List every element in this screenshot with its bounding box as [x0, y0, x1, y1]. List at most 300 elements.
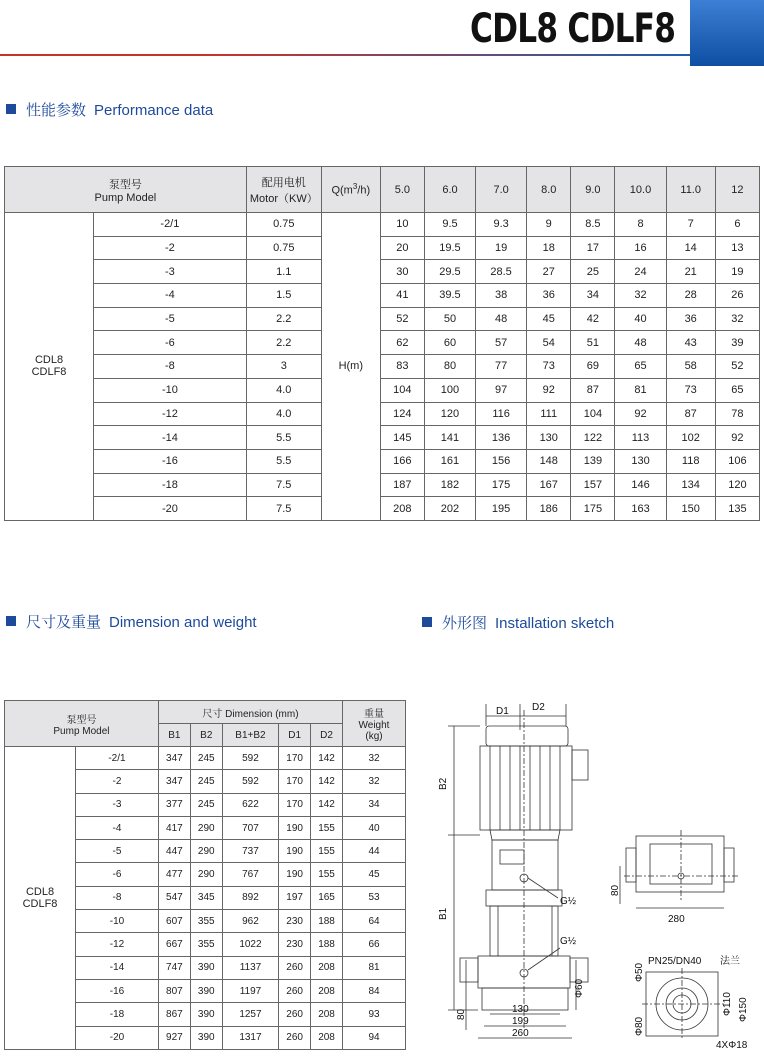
- weight-value: 34: [343, 793, 406, 816]
- head-value: 120: [715, 473, 759, 497]
- table-row: [5, 260, 760, 284]
- motor-header: 配用电机 Motor（KW）: [246, 167, 321, 213]
- dimension-value: 547: [158, 886, 190, 909]
- model-suffix: -6: [76, 863, 159, 886]
- head-value: 14: [666, 236, 715, 260]
- head-value: 113: [615, 426, 666, 450]
- model-suffix: -5: [76, 840, 159, 863]
- dimension-value: 260: [279, 979, 311, 1002]
- flow-value-header: 5.0: [380, 167, 424, 213]
- table-row: [5, 497, 760, 521]
- label-g-top: G½: [560, 896, 577, 907]
- label-holes: 4XΦ18: [716, 1040, 748, 1051]
- dimension-value: 260: [279, 1003, 311, 1026]
- motor-kw: 0.75: [246, 236, 321, 260]
- motor-kw: 5.5: [246, 449, 321, 473]
- label-flange: 法兰: [720, 956, 740, 967]
- dimension-value: 667: [158, 933, 190, 956]
- head-value: 141: [424, 426, 475, 450]
- head-value: 104: [380, 378, 424, 402]
- motor-body: [480, 726, 588, 830]
- head-value: 186: [527, 497, 571, 521]
- head-value: 58: [666, 355, 715, 379]
- head-value: 16: [615, 236, 666, 260]
- table-row: [5, 331, 760, 355]
- head-value: 65: [715, 378, 759, 402]
- model-suffix: -10: [94, 378, 247, 402]
- head-value: 92: [615, 402, 666, 426]
- table-row: [5, 307, 760, 331]
- dimension-column-header: D2: [311, 724, 343, 747]
- dimension-value: 1317: [222, 1026, 278, 1049]
- table-row: [5, 473, 760, 497]
- dimension-group-header: 尺寸 Dimension (mm): [158, 701, 342, 724]
- dimension-value: 142: [311, 793, 343, 816]
- head-value: 50: [424, 307, 475, 331]
- model-suffix: -6: [94, 331, 247, 355]
- head-value: 104: [571, 402, 615, 426]
- model-suffix: -4: [76, 816, 159, 839]
- head-value: 28: [666, 284, 715, 308]
- head-value: 182: [424, 473, 475, 497]
- dimension-value: 1022: [222, 933, 278, 956]
- sketch-section-title: 外形图 Installation sketch: [422, 612, 614, 633]
- dimension-value: 962: [222, 910, 278, 933]
- head-value: 102: [666, 426, 715, 450]
- head-value: 9.3: [476, 213, 527, 237]
- label-phi50: Φ50: [634, 962, 645, 982]
- dimension-value: 245: [190, 793, 222, 816]
- dimension-value: 867: [158, 1003, 190, 1026]
- dimension-value: 142: [311, 770, 343, 793]
- dimension-column-header: B1+B2: [222, 724, 278, 747]
- dimension-value: 260: [279, 1026, 311, 1049]
- header-rule: [0, 54, 690, 56]
- dimension-value: 245: [190, 747, 222, 770]
- dimension-value: 155: [311, 863, 343, 886]
- weight-value: 40: [343, 816, 406, 839]
- dimension-value: 1137: [222, 956, 278, 979]
- weight-value: 94: [343, 1026, 406, 1049]
- weight-value: 93: [343, 1003, 406, 1026]
- head-value: 156: [476, 449, 527, 473]
- head-value: 80: [424, 355, 475, 379]
- head-value: 62: [380, 331, 424, 355]
- model-suffix: -20: [76, 1026, 159, 1049]
- head-value: 120: [424, 402, 475, 426]
- label-199: 199: [512, 1016, 529, 1027]
- model-suffix: -4: [94, 284, 247, 308]
- head-value: 52: [715, 355, 759, 379]
- flow-value-header: 6.0: [424, 167, 475, 213]
- weight-value: 44: [343, 840, 406, 863]
- head-value: 83: [380, 355, 424, 379]
- dimension-value: 347: [158, 770, 190, 793]
- model-suffix: -8: [94, 355, 247, 379]
- flow-value-header: 9.0: [571, 167, 615, 213]
- head-value: 157: [571, 473, 615, 497]
- head-value: 19: [476, 236, 527, 260]
- dimension-value: 355: [190, 910, 222, 933]
- head-value: 30: [380, 260, 424, 284]
- head-value: 26: [715, 284, 759, 308]
- head-value: 9.5: [424, 213, 475, 237]
- head-value: 19.5: [424, 236, 475, 260]
- weight-value: 66: [343, 933, 406, 956]
- page-title: CDL8 CDLF8: [470, 6, 676, 52]
- dimension-value: 767: [222, 863, 278, 886]
- label-g-bottom: G½: [560, 936, 577, 947]
- dimension-value: 390: [190, 956, 222, 979]
- weight-value: 32: [343, 770, 406, 793]
- table-row: [5, 449, 760, 473]
- model-name-line: CDLF8: [22, 897, 58, 910]
- head-value: 48: [615, 331, 666, 355]
- dimension-value: 170: [279, 770, 311, 793]
- dimension-value: 290: [190, 863, 222, 886]
- head-value: 17: [571, 236, 615, 260]
- weight-value: 64: [343, 910, 406, 933]
- head-value: 167: [527, 473, 571, 497]
- label-b1: B1: [438, 907, 449, 920]
- label-phi80: Φ80: [634, 1016, 645, 1036]
- dimension-value: 1257: [222, 1003, 278, 1026]
- head-value: 73: [527, 355, 571, 379]
- model-suffix: -12: [76, 933, 159, 956]
- motor-kw: 3: [246, 355, 321, 379]
- motor-kw: 4.0: [246, 402, 321, 426]
- dimension-column-header: B1: [158, 724, 190, 747]
- dimension-value: 188: [311, 933, 343, 956]
- head-value: 145: [380, 426, 424, 450]
- dimension-value: 927: [158, 1026, 190, 1049]
- table-row: [5, 747, 406, 770]
- head-value: 29.5: [424, 260, 475, 284]
- head-value: 87: [571, 378, 615, 402]
- flow-value-header: 7.0: [476, 167, 527, 213]
- dimension-value: 1197: [222, 979, 278, 1002]
- label-260: 260: [512, 1028, 529, 1039]
- head-value: 8.5: [571, 213, 615, 237]
- head-value: 73: [666, 378, 715, 402]
- head-value: 195: [476, 497, 527, 521]
- head-value: 24: [615, 260, 666, 284]
- head-value: 13: [715, 236, 759, 260]
- head-value: 139: [571, 449, 615, 473]
- head-value: 32: [715, 307, 759, 331]
- table-row: [5, 378, 760, 402]
- weight-value: 53: [343, 886, 406, 909]
- head-value: 27: [527, 260, 571, 284]
- head-value: 78: [715, 402, 759, 426]
- table-row: [5, 236, 760, 260]
- dimension-value: 477: [158, 863, 190, 886]
- head-value: 65: [615, 355, 666, 379]
- pump-column: [460, 710, 588, 1030]
- head-value: 51: [571, 331, 615, 355]
- flow-value-header: 11.0: [666, 167, 715, 213]
- dimension-value: 208: [311, 956, 343, 979]
- head-value: 54: [527, 331, 571, 355]
- head-value: 60: [424, 331, 475, 355]
- dimension-value: 592: [222, 747, 278, 770]
- head-value: 42: [571, 307, 615, 331]
- dimension-header-row-1: [5, 701, 406, 724]
- head-value: 175: [571, 497, 615, 521]
- head-value: 122: [571, 426, 615, 450]
- dimension-value: 390: [190, 1026, 222, 1049]
- head-value: 135: [715, 497, 759, 521]
- model-suffix: -2/1: [76, 747, 159, 770]
- head-value: 45: [527, 307, 571, 331]
- head-value: 166: [380, 449, 424, 473]
- motor-kw: 5.5: [246, 426, 321, 450]
- dimension-value: 390: [190, 979, 222, 1002]
- dim-pump-model-header: 泵型号 Pump Model: [5, 701, 159, 747]
- model-suffix: -14: [94, 426, 247, 450]
- dimension-column-header: B2: [190, 724, 222, 747]
- motor-kw: 1.1: [246, 260, 321, 284]
- model-suffix: -16: [76, 979, 159, 1002]
- dimension-value: 290: [190, 840, 222, 863]
- model-suffix: -14: [76, 956, 159, 979]
- dimension-value: 807: [158, 979, 190, 1002]
- model-name-line: CDL8: [34, 354, 64, 367]
- dimension-value: 170: [279, 793, 311, 816]
- head-value: 92: [527, 378, 571, 402]
- flow-value-header: 10.0: [615, 167, 666, 213]
- head-value: 20: [380, 236, 424, 260]
- model-suffix: -20: [94, 497, 247, 521]
- head-value: 150: [666, 497, 715, 521]
- motor-kw: 4.0: [246, 378, 321, 402]
- bullet-square-icon: [6, 616, 16, 626]
- dimension-value: 155: [311, 816, 343, 839]
- flow-value-header: 12: [715, 167, 759, 213]
- dimension-column-header: D1: [279, 724, 311, 747]
- head-value: 97: [476, 378, 527, 402]
- head-value: 19: [715, 260, 759, 284]
- performance-header-row: [5, 167, 760, 213]
- dimension-base: [478, 960, 585, 1039]
- label-phi110: Φ110: [722, 992, 733, 1016]
- model-suffix: -18: [76, 1003, 159, 1026]
- label-130: 130: [512, 1004, 529, 1015]
- dimension-value: 197: [279, 886, 311, 909]
- dimension-value: 747: [158, 956, 190, 979]
- head-value: 39: [715, 331, 759, 355]
- head-value: 77: [476, 355, 527, 379]
- head-value: 100: [424, 378, 475, 402]
- head-value: 187: [380, 473, 424, 497]
- performance-table: [4, 166, 760, 521]
- head-value: 92: [715, 426, 759, 450]
- pump-model-header: 泵型号 Pump Model: [5, 167, 247, 213]
- header-accent-box: [690, 0, 764, 66]
- head-value: 52: [380, 307, 424, 331]
- table-row: [5, 213, 760, 237]
- dimension-table: [4, 700, 406, 1050]
- head-value: 116: [476, 402, 527, 426]
- head-value: 111: [527, 402, 571, 426]
- model-suffix: -2/1: [94, 213, 247, 237]
- head-value: 38: [476, 284, 527, 308]
- label-phi150: Φ150: [738, 997, 749, 1022]
- motor-kw: 2.2: [246, 307, 321, 331]
- head-value: 43: [666, 331, 715, 355]
- dimension-value: 377: [158, 793, 190, 816]
- weight-value: 81: [343, 956, 406, 979]
- head-value: 7: [666, 213, 715, 237]
- head-value: 148: [527, 449, 571, 473]
- dimension-value: 707: [222, 816, 278, 839]
- model-suffix: -3: [76, 793, 159, 816]
- head-value: 130: [615, 449, 666, 473]
- head-value: 21: [666, 260, 715, 284]
- head-value: 34: [571, 284, 615, 308]
- dimension-value: 188: [311, 910, 343, 933]
- table-row: [5, 284, 760, 308]
- head-value: 124: [380, 402, 424, 426]
- head-value: 40: [615, 307, 666, 331]
- dimension-value: 390: [190, 1003, 222, 1026]
- head-value: 87: [666, 402, 715, 426]
- head-value: 208: [380, 497, 424, 521]
- dimension-value: 245: [190, 770, 222, 793]
- dimension-value: 208: [311, 1003, 343, 1026]
- dimension-value: 208: [311, 1026, 343, 1049]
- head-value: 28.5: [476, 260, 527, 284]
- head-value: 48: [476, 307, 527, 331]
- head-value: 134: [666, 473, 715, 497]
- dimension-value: 607: [158, 910, 190, 933]
- head-value: 41: [380, 284, 424, 308]
- label-side-280: 280: [668, 914, 685, 925]
- head-value: 69: [571, 355, 615, 379]
- head-value: 25: [571, 260, 615, 284]
- dimension-value: 230: [279, 933, 311, 956]
- bullet-square-icon: [6, 104, 16, 114]
- dim-pump-model-name: [5, 747, 76, 1050]
- flange-view: [634, 954, 749, 1051]
- motor-kw: 1.5: [246, 284, 321, 308]
- dimension-value: 355: [190, 933, 222, 956]
- head-label: H(m): [321, 213, 380, 521]
- head-value: 81: [615, 378, 666, 402]
- motor-kw: 7.5: [246, 473, 321, 497]
- label-pn: PN25/DN40: [648, 956, 702, 967]
- head-value: 202: [424, 497, 475, 521]
- dimension-value: 622: [222, 793, 278, 816]
- head-value: 146: [615, 473, 666, 497]
- label-d2: D2: [532, 702, 545, 713]
- head-value: 106: [715, 449, 759, 473]
- flow-header: $Q(m^3/h)$: [321, 167, 380, 213]
- table-row: [5, 355, 760, 379]
- motor-kw: 0.75: [246, 213, 321, 237]
- model-suffix: -16: [94, 449, 247, 473]
- dimension-value: 170: [279, 747, 311, 770]
- head-value: 8: [615, 213, 666, 237]
- dimension-value: 142: [311, 747, 343, 770]
- installation-sketch: [420, 690, 764, 1060]
- weight-value: 84: [343, 979, 406, 1002]
- head-value: 36: [527, 284, 571, 308]
- motor-kw: 7.5: [246, 497, 321, 521]
- model-suffix: -2: [94, 236, 247, 260]
- weight-header: 重量 Weight (kg): [343, 701, 406, 747]
- dimension-value: 345: [190, 886, 222, 909]
- dimension-value: 737: [222, 840, 278, 863]
- weight-value: 45: [343, 863, 406, 886]
- dimension-value: 190: [279, 816, 311, 839]
- dimension-value: 190: [279, 863, 311, 886]
- head-value: 130: [527, 426, 571, 450]
- dimension-b1: [438, 835, 478, 1030]
- dimension-value: 260: [279, 956, 311, 979]
- head-value: 6: [715, 213, 759, 237]
- label-b2: B2: [438, 777, 449, 790]
- head-value: 18: [527, 236, 571, 260]
- dimension-section-title: 尺寸及重量 Dimension and weight: [6, 611, 257, 632]
- motor-kw: 2.2: [246, 331, 321, 355]
- table-row: [5, 426, 760, 450]
- head-value: 10: [380, 213, 424, 237]
- head-value: 57: [476, 331, 527, 355]
- model-name-line: CDL8: [25, 885, 55, 898]
- dimension-value: 347: [158, 747, 190, 770]
- head-value: 175: [476, 473, 527, 497]
- head-value: 161: [424, 449, 475, 473]
- head-value: 163: [615, 497, 666, 521]
- model-suffix: -10: [76, 910, 159, 933]
- model-suffix: -3: [94, 260, 247, 284]
- weight-value: 32: [343, 747, 406, 770]
- head-value: 39.5: [424, 284, 475, 308]
- table-row: [5, 402, 760, 426]
- head-value: 32: [615, 284, 666, 308]
- dimension-value: 155: [311, 840, 343, 863]
- label-phi60: Φ60: [574, 978, 585, 998]
- model-suffix: -12: [94, 402, 247, 426]
- dimension-value: 447: [158, 840, 190, 863]
- bullet-square-icon: [422, 617, 432, 627]
- label-d1: D1: [496, 706, 509, 717]
- head-value: 136: [476, 426, 527, 450]
- head-value: 9: [527, 213, 571, 237]
- dimension-value: 892: [222, 886, 278, 909]
- model-suffix: -2: [76, 770, 159, 793]
- label-80-height: 80: [456, 1008, 467, 1020]
- head-value: 118: [666, 449, 715, 473]
- model-suffix: -8: [76, 886, 159, 909]
- model-suffix: -18: [94, 473, 247, 497]
- side-view: [610, 830, 738, 925]
- performance-section-title: 性能参数 Performance data: [6, 99, 213, 120]
- model-name-line: CDLF8: [31, 366, 67, 379]
- dimension-value: 190: [279, 840, 311, 863]
- dimension-value: 592: [222, 770, 278, 793]
- dimension-value: 165: [311, 886, 343, 909]
- dimension-b2: [438, 726, 480, 835]
- dimension-value: 417: [158, 816, 190, 839]
- flow-value-header: 8.0: [527, 167, 571, 213]
- model-suffix: -5: [94, 307, 247, 331]
- label-side-80: 80: [610, 884, 621, 896]
- dimension-value: 208: [311, 979, 343, 1002]
- dimension-value: 230: [279, 910, 311, 933]
- pump-model-name: [5, 213, 94, 521]
